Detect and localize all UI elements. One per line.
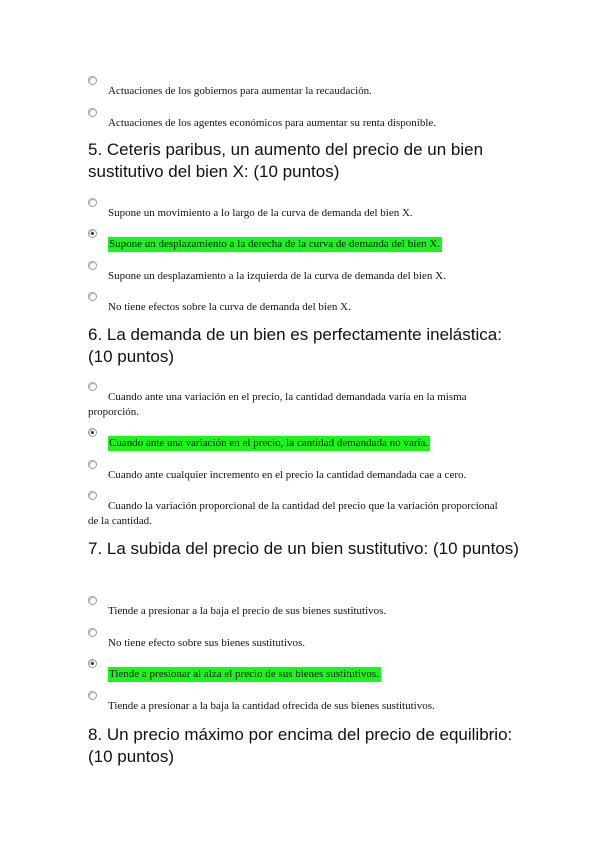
answer-option[interactable] (88, 382, 508, 420)
answer-option-selected[interactable] (88, 428, 508, 451)
answer-option[interactable] (88, 691, 508, 714)
radio-button[interactable] (88, 382, 97, 391)
answer-option[interactable] (88, 261, 508, 284)
option-label: Cuando ante una variación en el precio, la cantidad demandada varía en la misma proporción. (88, 391, 467, 418)
answer-option[interactable] (88, 596, 508, 619)
radio-button-checked[interactable] (88, 659, 97, 668)
radio-button[interactable] (88, 596, 97, 605)
option-label: Supone un desplazamiento a la izquierda de la curva de demanda del bien X. (108, 270, 446, 282)
answer-option-selected[interactable] (88, 659, 508, 682)
option-label-highlighted: Cuando ante una variación en el precio, la cantidad demandada no varía. (109, 437, 429, 449)
radio-button[interactable] (88, 460, 97, 469)
radio-button[interactable] (88, 691, 97, 700)
option-label-highlighted: Tiende a presionar al alza el precio de sus bienes sustitutivos. (109, 668, 379, 680)
option-label: Tiende a presionar a la baja el precio de sus bienes sustitutivos. (108, 605, 387, 617)
question-7-title: 7. La subida del precio de un bien sustitutivo: (10 puntos) (88, 539, 519, 558)
option-label: Cuando la variación proporcional de la cantidad del precio que la variación proporcional de la cantidad. (88, 500, 498, 527)
question-6-title: 6. La demanda de un bien es perfectamente inelástica: (10 puntos) (88, 325, 502, 366)
option-label: Cuando ante cualquier incremento en el precio la cantidad demandada cae a cero. (108, 469, 467, 481)
option-label: Actuaciones de los agentes económicos para aumentar su renta disponible. (108, 117, 437, 129)
option-label: Tiende a presionar a la baja la cantidad ofrecida de sus bienes sustitutivos. (108, 700, 435, 712)
radio-button-checked[interactable] (88, 428, 97, 437)
question-5-title: 5. Ceteris paribus, un aumento del precio de un bien sustitutivo del bien X: (10 puntos) (88, 140, 484, 181)
answer-option[interactable] (88, 198, 508, 221)
radio-button-checked[interactable] (88, 229, 97, 238)
answer-option[interactable] (88, 108, 508, 131)
radio-button[interactable] (88, 76, 97, 85)
question-8-title: 8. Un precio máximo por encima del precio de equilibrio: (10 puntos) (88, 725, 513, 766)
radio-button[interactable] (88, 292, 97, 301)
radio-button[interactable] (88, 198, 97, 207)
answer-option-selected[interactable] (88, 229, 508, 252)
answer-option[interactable] (88, 460, 508, 483)
answer-option[interactable] (88, 292, 508, 315)
option-label: Actuaciones de los gobiernos para aumentar la recaudación. (108, 85, 372, 97)
answer-option[interactable] (88, 628, 508, 651)
option-label-highlighted: Supone un desplazamiento a la derecha de la curva de demanda del bien X. (109, 238, 441, 250)
option-label: No tiene efecto sobre sus bienes sustitutivos. (108, 637, 306, 649)
answer-option[interactable] (88, 491, 508, 529)
option-label: No tiene efectos sobre la curva de demanda del bien X. (108, 301, 351, 313)
radio-button[interactable] (88, 628, 97, 637)
answer-option[interactable] (88, 76, 508, 99)
radio-button[interactable] (88, 491, 97, 500)
radio-button[interactable] (88, 261, 97, 270)
radio-button[interactable] (88, 108, 97, 117)
option-label: Supone un movimiento a lo largo de la curva de demanda del bien X. (108, 207, 413, 219)
